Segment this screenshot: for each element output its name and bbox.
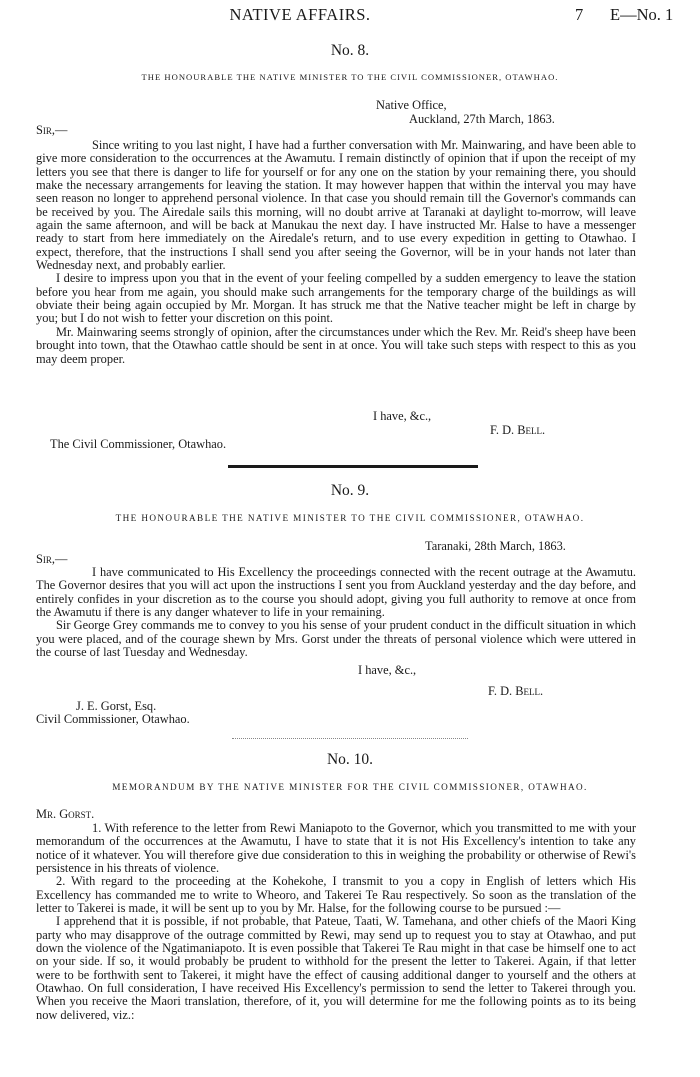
- paragraph: Mr. Mainwaring seems strongly of opinion, after the circumstances under which the Rev. Mr. Reid's sheep have been brought into town, that the Otawhao cattle should be sent in at once. You will take such steps with respect to this as you may deem proper.: [36, 324, 636, 366]
- letter-number: No. 8.: [330, 42, 370, 59]
- document-reference: E—No. 1: [610, 5, 674, 24]
- place-date: Auckland, 27th March, 1863.: [409, 112, 555, 126]
- paragraph: Sir George Grey commands me to convey to you his sense of your prudent conduct in the difficult situation in which you were placed, and of the courage shewn by Mrs. Gorst under the threats of personal violence which were uttered in the course of last Tuesday and Wednesday.: [36, 618, 636, 660]
- letter-body: [36, 139, 636, 366]
- paragraph: I desire to impress upon you that in the event of your feeling compelled by a sudden emergency to leave the station before you hear from me again, you should make such arrangements for the temporary charge of the buildings as will obviate their being again occupied by Mr. Morgan. It has struck me that the Native teacher might be left in charge by you; but I do not wish to fetter your discretion on this point.: [36, 271, 636, 326]
- salutation: Mr. Gorst.: [36, 807, 95, 821]
- memo-caption: MEMORANDUM BY THE NATIVE MINISTER FOR THE CIVIL COMMISSIONER, OTAWHAO.: [112, 782, 588, 792]
- signature: F. D. Bell.: [490, 423, 546, 437]
- place-date: Taranaki, 28th March, 1863.: [425, 539, 566, 553]
- section-divider: [232, 738, 468, 739]
- addressee-name: J. E. Gorst, Esq.: [76, 699, 157, 713]
- letter-body: [36, 566, 636, 659]
- signature: F. D. Bell.: [488, 684, 544, 698]
- closing: I have, &c.,: [358, 663, 417, 677]
- letter-number: No. 9.: [330, 482, 370, 499]
- page-number: 7: [575, 5, 584, 24]
- office-line: Native Office,: [376, 98, 447, 112]
- running-header-title: NATIVE AFFAIRS.: [229, 5, 371, 24]
- closing: I have, &c.,: [373, 409, 432, 423]
- letter-caption: THE HONOURABLE THE NATIVE MINISTER TO THE CIVIL COMMISSIONER, OTAWHAO.: [115, 513, 585, 523]
- addressee-title: Civil Commissioner, Otawhao.: [36, 712, 190, 726]
- paragraph: Since writing to you last night, I have had a further conversation with Mr. Mainwaring, and have been able to give more consideration to the occurrences at the Awamutu. I remain distinctly of opinion that if upon the receipt of my letters you see that there is danger to life for yourself or for any one on the station by your remaining there, you should make the necessary arrangements for leaving the station. It may however happen that within the interval you may have seen reason no longer to apprehend personal violence. In that case you should remain till the Governor's commands can be received by you. The Airedale sails this morning, will no doubt arrive at Taranaki at daylight to-morrow, will leave again the same afternoon, and will be back at Manukau the next day. I have instructed Mr. Halse to have a messenger ready to start from here immediately on the Airedale's return, and to use every expedition in getting to Otawhao. I expect, therefore, that the instructions I shall send you after seeing the Governor, will be in your hands not later than Wednesday next, and probably earlier.: [36, 138, 636, 273]
- memo-body: [36, 822, 636, 1022]
- salutation: Sir,—: [36, 552, 68, 566]
- paragraph: I have communicated to His Excellency the proceedings connected with the recent outrage at the Awamutu. The Governor desires that you will act upon the instructions I sent you from Auckland yesterday and the day before, and entirely confides in your discretion as to the course you should adopt, giving you full authority to remove at once from the Awamutu if there is any danger whatever to life in your remaining.: [36, 565, 636, 620]
- paragraph: 2. With regard to the proceeding at the Kohekohe, I transmit to you a copy in English of letters which His Excellency has commanded me to write to Wheoro, and Takerei Te Rau respectively. So soon as the translation of the letter to Takerei is made, it will be sent up to you by Mr. Halse, for the following course to be pursued :—: [36, 874, 636, 916]
- salutation: Sir,—: [36, 123, 68, 137]
- section-divider: [228, 465, 478, 468]
- paragraph: 1. With reference to the letter from Rewi Maniapoto to the Governor, which you transmitted to me with your memorandum of the occurrences at the Awamutu, I have to state that it is not His Excellency's intention to take any notice of it whatever. You will therefore give due consideration to this in weighing the probability or otherwise of Rewi's persistence in his threats of violence.: [36, 821, 636, 876]
- addressee: The Civil Commissioner, Otawhao.: [50, 437, 227, 451]
- letter-number: No. 10.: [326, 751, 374, 768]
- letter-caption: THE HONOURABLE THE NATIVE MINISTER TO THE CIVIL COMMISSIONER, OTAWHAO.: [141, 72, 559, 82]
- paragraph: I apprehend that it is possible, if not probable, that Pateue, Taati, W. Tamehana, and other chiefs of the Maori King party who may disapprove of the outrage committed by Rewi, may send up to request you to stay at Otawhao, and put down the violence of the Ngatimaniapoto. It is even possible that Takerei Te Rau might in that case be himself one to act on your side. If so, it would probably be prudent to withhold for the present the letter to Takerei. Again, if that letter were to be forthwith sent to Takerei, it might have the effect of causing additional danger to yourself and the others at Otawhao. On full consideration, I have received His Excellency's permission to send the letter to Takerei through you. When you receive the Maori translation, therefore, of it, you will determine for me the following points as to its being now delivered, viz.:: [36, 914, 636, 1022]
